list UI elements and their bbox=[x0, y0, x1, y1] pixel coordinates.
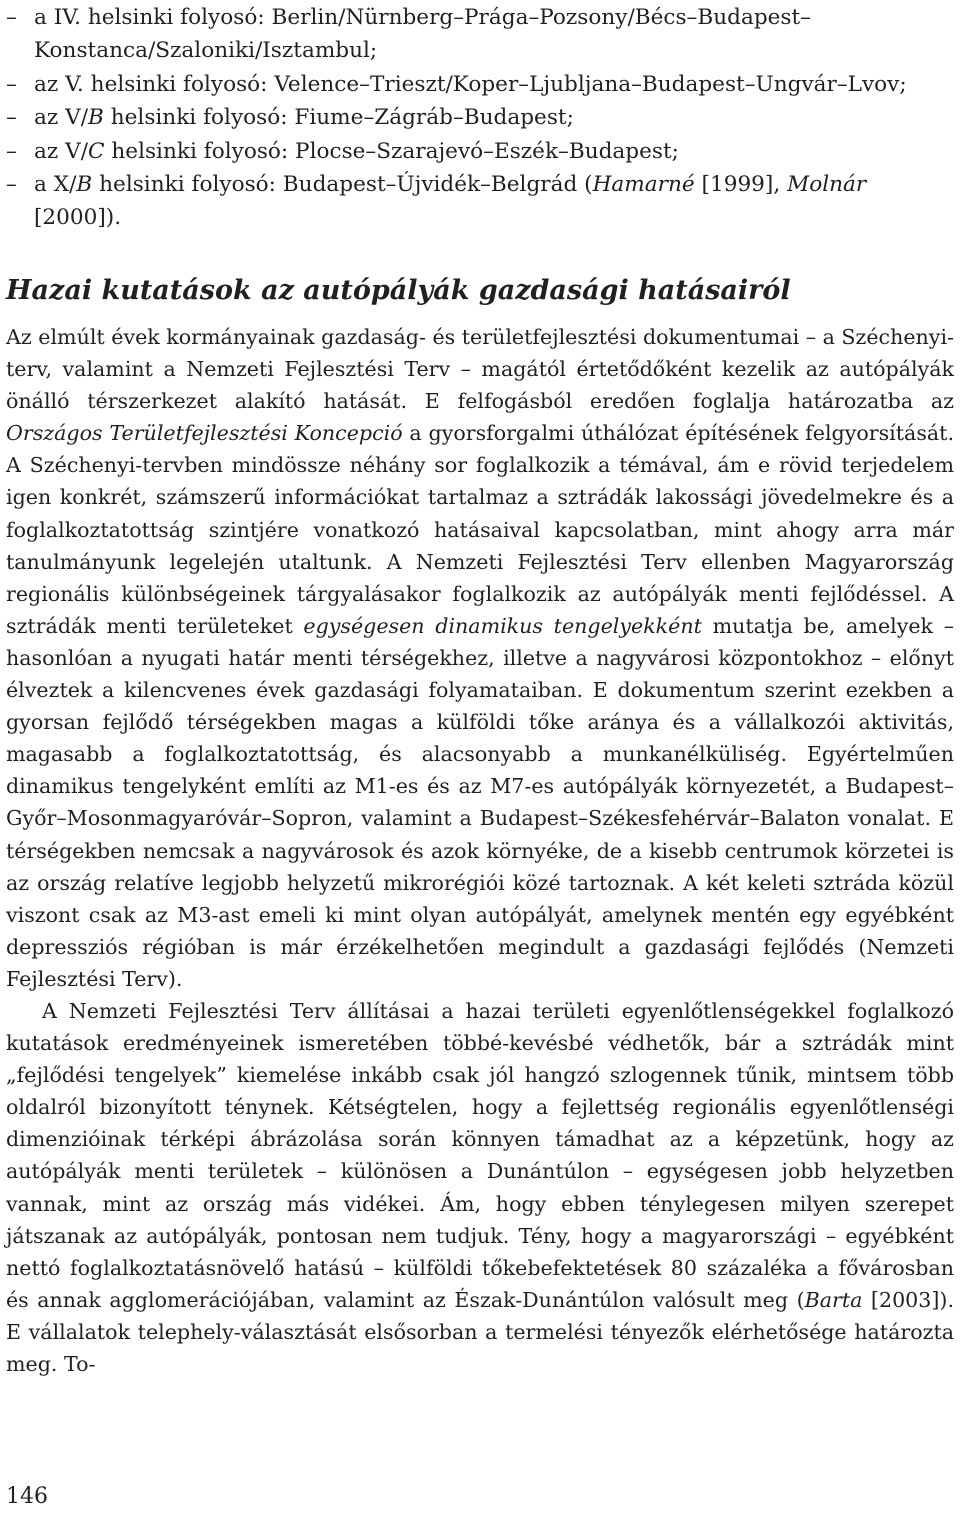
list-dash: – bbox=[6, 172, 17, 198]
list-dash: – bbox=[6, 71, 17, 97]
list-item: – a X/B helsinki folyosó: Budapest–Újvidék–Belgrád (Hamarné [1999], Molnár [2000]). bbox=[6, 168, 954, 235]
list-item: – az V. helsinki folyosó: Velence–Trieszt/Koper–Ljubljana–Budapest–Ungvár–Lvov; bbox=[6, 68, 954, 101]
corridor-list bbox=[6, 1, 954, 235]
list-dash: – bbox=[6, 138, 17, 164]
list-item: – a IV. helsinki folyosó: Berlin/Nürnberg–Prága–Pozsony/Bécs–Budapest–Konstanca/Szaloniki/Isztambul; bbox=[6, 1, 954, 68]
list-dash: – bbox=[6, 105, 17, 131]
body-text bbox=[6, 321, 954, 1380]
list-item: – az V/C helsinki folyosó: Plocse–Szarajevó–Eszék–Budapest; bbox=[6, 135, 954, 168]
paragraph: Az elmúlt évek kormányainak gazdaság- és területfejlesztési dokumentumai – a Széchenyi-terv, valamint a Nemzeti Fejlesztési Terv – magától értetődőként kezelik az autópályák önálló térszerkezet alakító hatását. E felfogásból eredően foglalja határozatba az Országos Területfejlesztési Koncepció a gyorsforgalmi úthálózat építésének felgyorsítását. A Széchenyi-tervben mindössze néhány sor foglalkozik a témával, ám e rövid terjedelem igen konkrét, számszerű információkat tartalmaz a sztrádák lakossági jövedelmekre és a foglalkoztatottság szintjére vonatkozó hatásaival kapcsolatban, mint ahogy arra már tanulmányunk legelején utaltunk. A Nemzeti Fejlesztési Terv ellenben Magyarország regionális különbségeinek tárgyalásakor foglalkozik az autópályák menti fejlődéssel. A sztrádák menti területeket egységesen dinamikus tengelyekként mutatja be, amelyek – hasonlóan a nyugati határ menti térségekhez, illetve a nagyvárosi központokhoz – előnyt élveztek a kilencvenes évek gazdasági folyamataiban. E dokumentum szerint ezekben a gyorsan fejlődő térségekben magas a külföldi tőke aránya és a vállalkozói aktivitás, magasabb a foglalkoztatottság, és alacsonyabb a munkanélküliség. Egyértelműen dinamikus tengelyként említi az M1-es és az M7-es autópályák környezetét, a Budapest–Győr–Mosonmagyaróvár–Sopron, valamint a Budapest–Székesfehérvár–Balaton vonalat. E térségekben nemcsak a nagyvárosok és azok környéke, de a kisebb centrumok körzetei is az ország relatíve legjobb helyzetű mikrorégiói közé tartoznak. A két keleti sztráda közül viszont csak az M3-ast emeli ki mint olyan autópályát, amelynek mentén egy egyébként depressziós régióban is már érzékelhetően megindult a gazdasági fejlődés (Nemzeti Fejlesztési Terv). bbox=[6, 325, 955, 991]
section-heading: Hazai kutatások az autópályák gazdasági hatásairól bbox=[6, 275, 791, 306]
document-page bbox=[6, 0, 955, 1376]
list-dash: – bbox=[6, 5, 17, 30]
page-number: 146 bbox=[6, 1484, 48, 1509]
paragraph: A Nemzeti Fejlesztési Terv állításai a hazai területi egyenlőtlenségekkel foglalkozó kutatások eredményeinek ismeretében többé-kevésbé védhetők, bár a sztrádák mint „fejlődési tengelyek” kiemelése inkább csak jól hangzó szlogennek tűnik, mintsem több oldalról bizonyított ténynek. Kétségtelen, hogy a fejlettség regionális egyenlőtlenségi dimenzióinak térképi ábrázolása során könnyen támadhat az a képzetünk, hogy az autópályák menti területek – különösen a Dunántúlon – egységesen jobb helyzetben vannak, mint az ország más vidékei. Ám, hogy ebben ténylegesen milyen szerepet játszanak az autópályák, pontosan nem tudjuk. Tény, hogy a magyarországi – egyébként nettó foglalkoztatásnövelő hatású – külföldi tőkebefektetések 80 százaléka a fővárosban és annak agglomerációjában, valamint az Észak-Dunántúlon valósult meg (Barta [2003]). E vállalatok telephely-választását elsősorban a termelési tényezők elérhetősége határozta meg. To- bbox=[6, 998, 954, 1376]
list-item: – az V/B helsinki folyosó: Fiume–Zágráb–Budapest; bbox=[6, 101, 954, 134]
